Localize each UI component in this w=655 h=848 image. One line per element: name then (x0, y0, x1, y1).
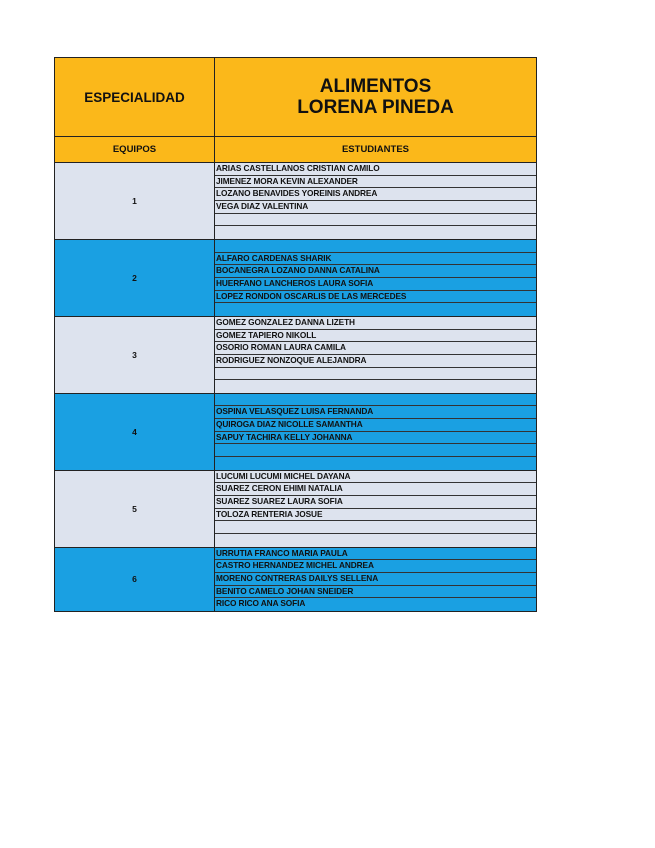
especialidad-label: ESPECIALIDAD (55, 58, 215, 136)
student-list (215, 471, 536, 547)
team-number: 2 (55, 240, 215, 316)
team-number: 6 (55, 548, 215, 611)
student-row: MORENO CONTRERAS DAILYS SELLENA (215, 573, 536, 586)
student-row: HUERFANO LANCHEROS LAURA SOFIA (215, 278, 536, 291)
student-row: OSORIO ROMAN LAURA CAMILA (215, 342, 536, 355)
student-row: SUAREZ SUAREZ LAURA SOFIA (215, 496, 536, 509)
equipos-header: EQUIPOS (55, 137, 215, 162)
student-row: RODRIGUEZ NONZOQUE ALEJANDRA (215, 355, 536, 368)
student-row: SUAREZ CERON EHIMI NATALIA (215, 483, 536, 496)
title-line-2: LORENA PINEDA (297, 97, 454, 118)
student-row (215, 240, 536, 253)
student-row (215, 394, 536, 407)
student-row: JIMENEZ MORA KEVIN ALEXANDER (215, 176, 536, 189)
student-list (215, 163, 536, 239)
title-row (55, 58, 536, 137)
team-group-6 (55, 548, 536, 611)
team-group-2 (55, 240, 536, 317)
student-row: ARIAS CASTELLANOS CRISTIAN CAMILO (215, 163, 536, 176)
student-row: QUIROGA DIAZ NICOLLE SAMANTHA (215, 419, 536, 432)
student-row: VEGA DIAZ VALENTINA (215, 201, 536, 214)
student-list (215, 317, 536, 393)
student-list (215, 240, 536, 316)
team-number: 1 (55, 163, 215, 239)
student-row (215, 226, 536, 239)
student-row: LOZANO BENAVIDES YOREINIS ANDREA (215, 188, 536, 201)
team-group-5 (55, 471, 536, 548)
team-number: 5 (55, 471, 215, 547)
student-row: SAPUY TACHIRA KELLY JOHANNA (215, 432, 536, 445)
student-row (215, 380, 536, 393)
student-row: LUCUMI LUCUMI MICHEL DAYANA (215, 471, 536, 484)
student-row: URRUTIA FRANCO MARIA PAULA (215, 548, 536, 561)
team-number: 4 (55, 394, 215, 470)
student-row: GOMEZ GONZALEZ DANNA LIZETH (215, 317, 536, 330)
student-row (215, 368, 536, 381)
student-row (215, 214, 536, 227)
team-groups (55, 163, 536, 611)
student-row (215, 444, 536, 457)
team-number: 3 (55, 317, 215, 393)
estudiantes-header: ESTUDIANTES (215, 137, 536, 162)
student-row (215, 303, 536, 316)
student-row: BOCANEGRA LOZANO DANNA CATALINA (215, 265, 536, 278)
student-row: GOMEZ TAPIERO NIKOLL (215, 330, 536, 343)
student-row: LOPEZ RONDON OSCARLIS DE LAS MERCEDES (215, 291, 536, 304)
team-group-4 (55, 394, 536, 471)
column-header-row (55, 137, 536, 163)
team-roster-table (54, 57, 537, 612)
student-row: OSPINA VELASQUEZ LUISA FERNANDA (215, 406, 536, 419)
student-row: BENITO CAMELO JOHAN SNEIDER (215, 586, 536, 599)
specialty-title (215, 58, 536, 136)
student-list (215, 394, 536, 470)
student-row (215, 521, 536, 534)
student-row: ALFARO CARDENAS SHARIK (215, 253, 536, 266)
title-line-1: ALIMENTOS (319, 76, 432, 97)
student-row (215, 534, 536, 547)
student-row: RICO RICO ANA SOFIA (216, 598, 306, 609)
team-group-1 (55, 163, 536, 240)
student-row: TOLOZA RENTERIA JOSUE (215, 509, 536, 522)
student-row (215, 457, 536, 470)
student-row: CASTRO HERNANDEZ MICHEL ANDREA (215, 560, 536, 573)
team-group-3 (55, 317, 536, 394)
student-list (215, 548, 536, 611)
